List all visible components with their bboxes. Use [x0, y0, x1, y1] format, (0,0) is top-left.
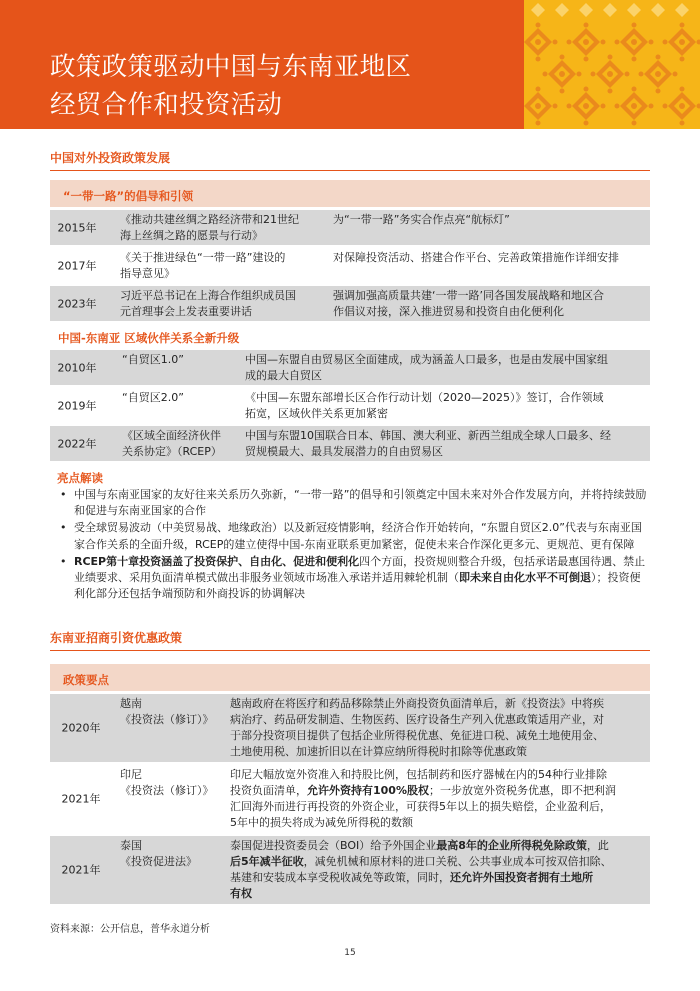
row-policy: “自贸区2.0”	[122, 391, 184, 404]
table-row	[50, 765, 650, 833]
row-desc-line: 汇回海外而进行再投资的外资企业，可获得5年以上的损失赔偿，企业盈利后，	[230, 800, 611, 813]
table-row	[50, 694, 650, 762]
row-policy-line: 《关于推进绿色“一带一路”建设的	[120, 251, 286, 264]
row-policy	[120, 838, 197, 869]
row-desc	[230, 767, 616, 831]
text-span: ，减免机械和原材料的进口关税、公共事业成本可按双倍扣除、	[303, 855, 612, 868]
row-desc-line: 成的最大自贸区	[245, 368, 322, 382]
row-year: 2020年	[61, 721, 101, 735]
row-policy-line: 《推动共建丝绸之路经济带和21世纪	[120, 213, 299, 226]
row-policy: “自贸区1.0”	[122, 353, 184, 366]
row-desc	[230, 838, 612, 902]
row-policy	[120, 212, 299, 243]
row-policy	[120, 250, 285, 281]
section-title-outbound-policy: 中国对外投资政策发展	[50, 151, 171, 165]
row-desc-line	[230, 854, 612, 870]
section-title-sea-incentives: 东南亚招商引资优惠政策	[50, 631, 183, 645]
text-span: ；一步放宽外资税务优惠，即不把利润	[428, 784, 616, 797]
table-row	[50, 426, 650, 461]
row-desc-line: 《中国—东盟东部增长区合作行动计划（2020—2025）》签订，合作领域	[245, 391, 604, 404]
row-desc-line: 强调加强高质量共建‘一带一路’同各国发展战略和地区合	[333, 289, 604, 302]
row-desc-line: 土地使用税、加速折旧以在计算应纳所得税时扣除等优惠政策	[230, 745, 527, 758]
list-item: • 受全球贸易波动（中美贸易战、地缘政治）以及新冠疫情影响，经济合作开始转向，“东盟自贸区2.0”代表与东南亚国家合作关系的全面升级，RCEP的建立使得中国-东南亚联系更加紧密，促使未来合作深化更多元、更规范、更有保障	[60, 520, 650, 552]
row-year: 2022年	[57, 436, 97, 450]
text-span: ）；投资便利化部分还包括争端预防和外商投诉的协调解决	[74, 571, 641, 601]
row-country: 越南	[120, 697, 142, 710]
table-row	[50, 248, 650, 283]
row-policy	[120, 288, 296, 319]
row-year: 2021年	[61, 792, 101, 806]
band-label-asean-partnership: 中国-东南亚 区域伙伴关系全新升级	[58, 331, 240, 345]
title-line-1: 政策政策驱动中国与东南亚地区	[50, 52, 412, 82]
row-policy-line: 《区域全面经济伙伴	[122, 429, 221, 442]
row-policy-line: 指导意见》	[120, 266, 175, 280]
row-policy-line: 关系协定》（RCEP）	[122, 444, 222, 458]
row-desc-line: 5年中的损失将成为减免所得税的数额	[230, 816, 413, 829]
row-desc-line: 中国—东盟自由贸易区全面建成，成为涵盖人口最多，也是由发展中国家组	[245, 353, 608, 366]
row-law: 《投资法（修订）》	[120, 783, 214, 797]
row-desc-line: 越南政府在将医疗和药品移除禁止外商投资负面清单后，新《投资法》中将疾	[230, 697, 604, 710]
row-desc-line: 作倡议对接，深入推进贸易和投资自由化便利化	[333, 304, 564, 318]
row-country: 泰国	[120, 839, 142, 852]
page-number: 15	[344, 948, 356, 958]
row-country: 印尼	[120, 768, 142, 781]
text-span: 四个方面，投资规则整合升级，包括承诺最惠国待遇、禁止业绩要求、采用负面清单模式做出非服务业领域市场准入承诺并适用棘轮机制（	[74, 554, 646, 585]
row-policy	[122, 428, 222, 459]
row-desc-line: 中国与东盟10国联合日本、韩国、澳大利亚、新西兰组成全球人口最多、经	[245, 429, 611, 442]
table-row	[50, 350, 650, 385]
band-policy-points	[50, 664, 650, 691]
row-desc	[245, 390, 604, 421]
table-row	[50, 388, 650, 423]
row-policy	[120, 696, 214, 727]
row-law: 《投资法（修订）》	[120, 712, 214, 726]
row-desc-line: 病治疗、药品研发制造、生物医药、医疗设备生产列入优惠政策适用产业，对	[230, 713, 604, 726]
bold-text: 最高8年的企业所得税免除政策	[436, 839, 587, 852]
table-row	[50, 836, 650, 904]
row-desc: 对保障投资活动、搭建合作平台、完善政策措施作详细安排	[333, 251, 619, 264]
text-span: 基建和安装成本享受税收减免等政策，同时，	[230, 871, 450, 884]
row-year: 2021年	[61, 863, 101, 877]
row-desc-line: 贸规模最大、最具发展潜力的自由贸易区	[245, 444, 443, 458]
row-desc: 为“一带一路”务实合作点亮“航标灯”	[333, 213, 510, 226]
row-policy-line: 元首理事会上发表重要讲话	[120, 304, 252, 318]
bold-text: RCEP第十章投资涵盖了投资保护、自由化、促进和便利化	[74, 554, 360, 568]
row-desc	[333, 288, 604, 319]
highlight-title: 亮点解读	[57, 471, 103, 485]
row-desc-line: 于部分投资项目提供了包括企业所得税优惠、免征进口税、减免土地使用金、	[230, 729, 604, 742]
decorative-pattern	[524, 0, 700, 129]
text-span: 投资负面清单，	[230, 784, 307, 797]
pattern-icon	[524, 0, 700, 129]
row-policy-line: 海上丝绸之路的愿景与行动》	[120, 228, 263, 242]
row-year: 2017年	[57, 258, 97, 272]
text-span: 泰国促进投资委员会（BOI）给予外国企业	[230, 839, 437, 852]
bold-text: 还允许外国投资者拥有土地所	[450, 871, 593, 884]
header-banner	[0, 0, 700, 129]
bold-text: 后5年减半征收	[230, 855, 304, 868]
list-item: • 中国与东南亚国家的友好往来关系历久弥新，“一带一路”的倡导和引领奠定中国未来对外合作发展方向，并将持续鼓励和促进与东南亚国家的合作	[60, 487, 650, 519]
bold-text: 即未来自由化水平不可倒退	[459, 571, 591, 585]
band-label-policy-points: 政策要点	[63, 673, 109, 687]
band-label-belt-road: “一带一路”的倡导和引领	[63, 189, 194, 203]
row-desc-line	[230, 886, 612, 902]
row-desc	[245, 352, 608, 383]
title-line-2: 经贸合作和投资活动	[50, 90, 283, 120]
row-desc	[245, 428, 611, 459]
row-year: 2010年	[57, 360, 97, 374]
table-row	[50, 210, 650, 245]
section-divider	[50, 650, 650, 651]
row-desc-line	[230, 783, 616, 799]
row-desc-line: 拓宽，区域伙伴关系更加紧密	[245, 406, 388, 420]
row-year: 2015年	[57, 220, 97, 234]
row-desc-line	[230, 838, 612, 854]
source-note: 资料来源：公开信息，普华永道分析	[50, 924, 210, 935]
row-desc-line: 印尼大幅放宽外资准入和持股比例，包括制药和医疗器械在内的54种行业排除	[230, 768, 607, 781]
section-divider	[50, 170, 650, 171]
page-title	[50, 48, 411, 124]
row-year: 2023年	[57, 296, 97, 310]
highlight-bullets	[60, 487, 650, 603]
text-span: ，此	[586, 839, 609, 852]
row-desc-line	[230, 870, 612, 886]
row-desc	[230, 696, 604, 760]
row-policy-line: 习近平总书记在上海合作组织成员国	[120, 289, 296, 302]
row-year: 2019年	[57, 398, 97, 412]
row-law: 《投资促进法》	[120, 854, 197, 868]
bold-text: 允许外资持有100%股权	[307, 784, 429, 797]
bold-text: 有权	[230, 887, 252, 900]
row-policy	[120, 767, 214, 798]
table-row	[50, 286, 650, 321]
list-item	[60, 554, 650, 603]
